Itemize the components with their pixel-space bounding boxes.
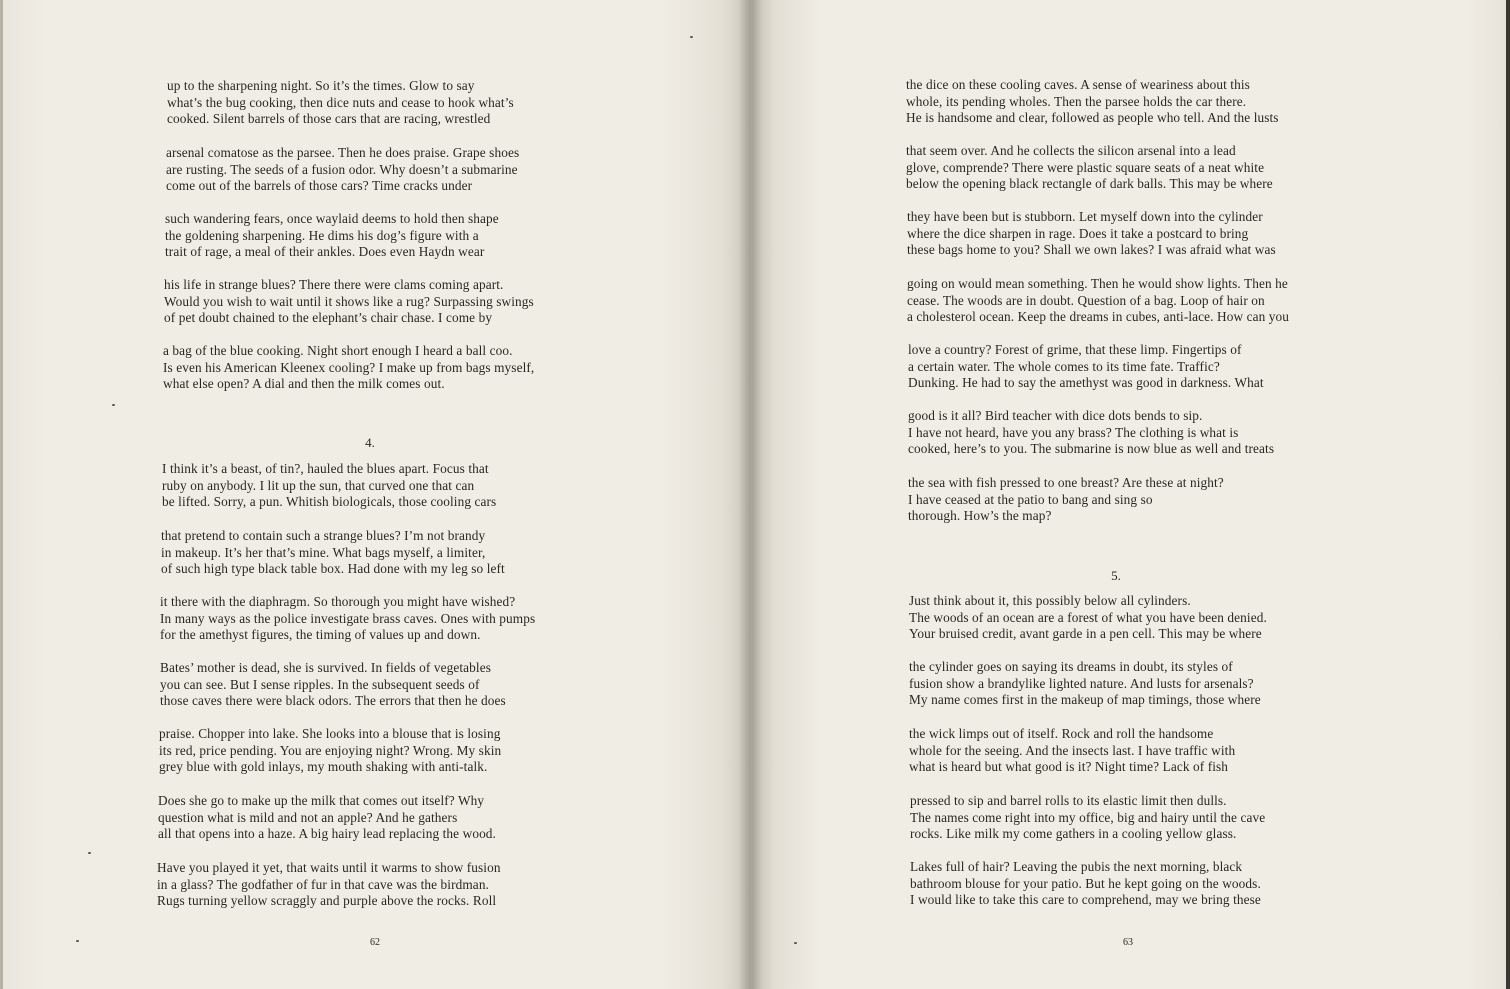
poem-line: all that opens into a haze. A big hairy lead replacing the wood.	[158, 826, 496, 842]
stanza	[162, 461, 496, 511]
poem-line: what’s the bug cooking, then dice nuts and cease to hook what’s	[167, 94, 514, 110]
poem-line: whole, its pending wholes. Then the parsee holds the car there.	[906, 93, 1247, 109]
poem-line: what is heard but what good is it? Night time? Lack of fish	[909, 759, 1229, 775]
paper-speck	[794, 942, 797, 944]
poem-line: are rusting. The seeds of a fusion odor. Why doesn’t a submarine	[166, 161, 518, 177]
poem-line: such wandering fears, once waylaid deems to hold then shape	[165, 211, 499, 226]
stanza	[166, 145, 519, 195]
poem-line: be lifted. Sorry, a pun. Whitish biologicals, those cooling cars	[162, 494, 497, 510]
stanza	[161, 528, 505, 578]
stanza	[907, 276, 1289, 326]
stanza	[164, 277, 534, 327]
poem-line: what else open? A dial and then the milk comes out.	[163, 376, 445, 392]
paper-speck	[112, 404, 115, 406]
poem-line: good is it all? Bird teacher with dice dots bends to sip.	[908, 408, 1203, 423]
poem-line: Rugs turning yellow scraggly and purple above the rocks. Roll	[157, 893, 497, 909]
poem-line: come out of the barrels of those cars? Time cracks under	[166, 178, 473, 194]
stanza	[160, 660, 506, 710]
poem-line: I would like to take this care to comprehend, may we bring these	[910, 892, 1261, 908]
poem-line: pressed to sip and barrel rolls to its elastic limit then dulls.	[910, 793, 1227, 808]
poem-line: where the dice sharpen in rage. Does it take a postcard to bring	[907, 225, 1249, 241]
stanza	[909, 659, 1261, 709]
poem-line: cooked. Silent barrels of those cars that are racing, wrestled	[167, 111, 491, 127]
stanza	[908, 408, 1274, 458]
poem-line: I have not heard, have you any brass? The clothing is what is	[908, 424, 1239, 440]
poem-line: the goldening sharpening. He dims his dog’s figure with a	[165, 227, 479, 243]
stanza	[908, 475, 1224, 525]
poem-line: cease. The woods are in doubt. Question of a bag. Loop of hair on	[907, 292, 1265, 308]
paper-speck	[690, 36, 693, 38]
stanza	[907, 209, 1276, 259]
poem-line: cooked, here’s to you. The submarine is now blue as well and treats	[908, 441, 1275, 457]
poem-line: In many ways as the police investigate brass caves. Ones with pumps	[160, 610, 536, 626]
poem-line: that seem over. And he collects the silicon arsenal into a lead	[906, 143, 1236, 158]
stanza	[165, 211, 499, 261]
poem-line: arsenal comatose as the parsee. Then he does praise. Grape shoes	[166, 145, 520, 160]
poem-line: the dice on these cooling caves. A sense of weariness about this	[906, 77, 1250, 92]
poem-line: of pet doubt chained to the elephant’s chair chase. I come by	[164, 310, 493, 326]
poem-line: Have you played it yet, that waits until it warms to show fusion	[157, 860, 501, 875]
stanza	[909, 593, 1267, 643]
poem-line: a cholesterol ocean. Keep the dreams in cubes, anti-lace. How can you	[907, 309, 1290, 325]
page-number: 63	[1123, 937, 1133, 948]
stanza	[906, 77, 1279, 127]
poem-line: in a glass? The godfather of fur in that cave was the birdman.	[157, 876, 489, 892]
poem-line: those caves there were black odors. The errors that then he does	[160, 693, 506, 709]
poem-line: Would you wish to wait until it shows like a rug? Surpassing swings	[164, 293, 534, 309]
stanza	[158, 793, 496, 843]
stanza	[908, 342, 1264, 392]
right-page	[752, 0, 1510, 989]
poem-line: up to the sharpening night. So it’s the times. Glow to say	[167, 78, 475, 93]
stanza	[910, 859, 1261, 909]
poem-line: below the opening black rectangle of dark balls. This may be where	[906, 176, 1273, 192]
poem-line: Dunking. He had to say the amethyst was good in darkness. What	[908, 375, 1264, 391]
poem-line: thorough. How’s the map?	[908, 508, 1052, 524]
poem-line: for the amethyst figures, the timing of values up and down.	[160, 627, 481, 643]
poem-line: grey blue with gold inlays, my mouth shaking with anti-talk.	[159, 759, 488, 775]
poem-line: bathroom blouse for your patio. But he kept going on the woods.	[910, 875, 1261, 891]
poem-line: fusion show a brandylike lighted nature. And lusts for arsenals?	[909, 675, 1254, 691]
poem-line: praise. Chopper into lake. She looks into a blouse that is losing	[159, 726, 501, 741]
stanza	[909, 726, 1235, 776]
poem-line: they have been but is stubborn. Let myself down into the cylinder	[907, 209, 1263, 224]
poem-line: I have ceased at the patio to bang and sing so	[908, 491, 1153, 507]
left-page	[0, 0, 752, 989]
left-page-edge	[0, 0, 3, 989]
poem-line: a bag of the blue cooking. Night short enough I heard a ball coo.	[163, 343, 513, 358]
poem-line: a certain water. The whole comes to its time fate. Traffic?	[908, 358, 1220, 374]
poem-line: its red, price pending. You are enjoying night? Wrong. My skin	[159, 742, 502, 758]
stanza	[163, 343, 534, 393]
poem-line: his life in strange blues? There there were clams coming apart.	[164, 277, 504, 292]
section-heading: 4.	[365, 435, 375, 450]
poem-line: My name comes first in the makeup of map timings, those where	[909, 692, 1261, 708]
stanza	[160, 594, 535, 644]
poem-line: trait of rage, a meal of their ankles. Does even Haydn wear	[165, 244, 485, 260]
paper-speck	[88, 852, 91, 854]
poem-line: the sea with fish pressed to one breast? Are these at night?	[908, 475, 1224, 490]
paper-speck	[76, 940, 79, 942]
poem-line: of such high type black table box. Had done with my leg so left	[161, 561, 505, 577]
stanza	[159, 726, 501, 776]
stanza	[157, 860, 501, 910]
poem-line: He is handsome and clear, followed as people who tell. And the lusts	[906, 110, 1279, 126]
poem-line: rocks. Like milk my come gathers in a cooling yellow glass.	[910, 826, 1237, 842]
poem-line: Does she go to make up the milk that comes out itself? Why	[158, 793, 485, 808]
poem-line: whole for the seeing. And the insects last. I have traffic with	[909, 742, 1236, 758]
poem-line: Your bruised credit, avant garde in a pen cell. This may be where	[909, 626, 1262, 642]
poem-line: The woods of an ocean are a forest of what you have been denied.	[909, 609, 1267, 625]
poem-line: love a country? Forest of grime, that these limp. Fingertips of	[908, 342, 1242, 357]
poem-line: in makeup. It’s her that’s mine. What bags myself, a limiter,	[161, 544, 486, 560]
stanza	[910, 793, 1265, 843]
poem-line: Just think about it, this possibly below all cylinders.	[909, 593, 1191, 608]
poem-line: that pretend to contain such a strange blues? I’m not brandy	[161, 528, 486, 543]
poem-line: The names come right into my office, big and hairy until the cave	[910, 809, 1266, 825]
page-number: 62	[370, 937, 380, 948]
poem-line: Lakes full of hair? Leaving the pubis the next morning, black	[910, 859, 1243, 874]
poem-line: these bags home to you? Shall we own lakes? I was afraid what was	[907, 242, 1276, 258]
poem-line: Bates’ mother is dead, she is survived. In fields of vegetables	[160, 660, 492, 675]
poem-line: going on would mean something. Then he would show lights. Then he	[907, 276, 1288, 291]
poem-line: ruby on anybody. I lit up the sun, that curved one that can	[162, 477, 475, 493]
section-heading: 5.	[1111, 568, 1121, 583]
poem-line: it there with the diaphragm. So thorough you might have wished?	[160, 594, 516, 609]
stanza	[906, 143, 1273, 193]
stanza	[167, 78, 514, 128]
poem-line: Is even his American Kleenex cooling? I make up from bags myself,	[163, 359, 535, 375]
poem-line: you can see. But I sense ripples. In the subsequent seeds of	[160, 676, 480, 692]
poem-line: the wick limps out of itself. Rock and roll the handsome	[909, 726, 1214, 741]
poem-line: question what is mild and not an apple? And he gathers	[158, 809, 458, 825]
poem-line: glove, comprende? There were plastic square seats of a neat white	[906, 159, 1265, 175]
poem-line: the cylinder goes on saying its dreams in doubt, its styles of	[909, 659, 1233, 674]
poem-line: I think it’s a beast, of tin?, hauled the blues apart. Focus that	[162, 461, 489, 476]
right-page-edge	[1506, 0, 1510, 989]
